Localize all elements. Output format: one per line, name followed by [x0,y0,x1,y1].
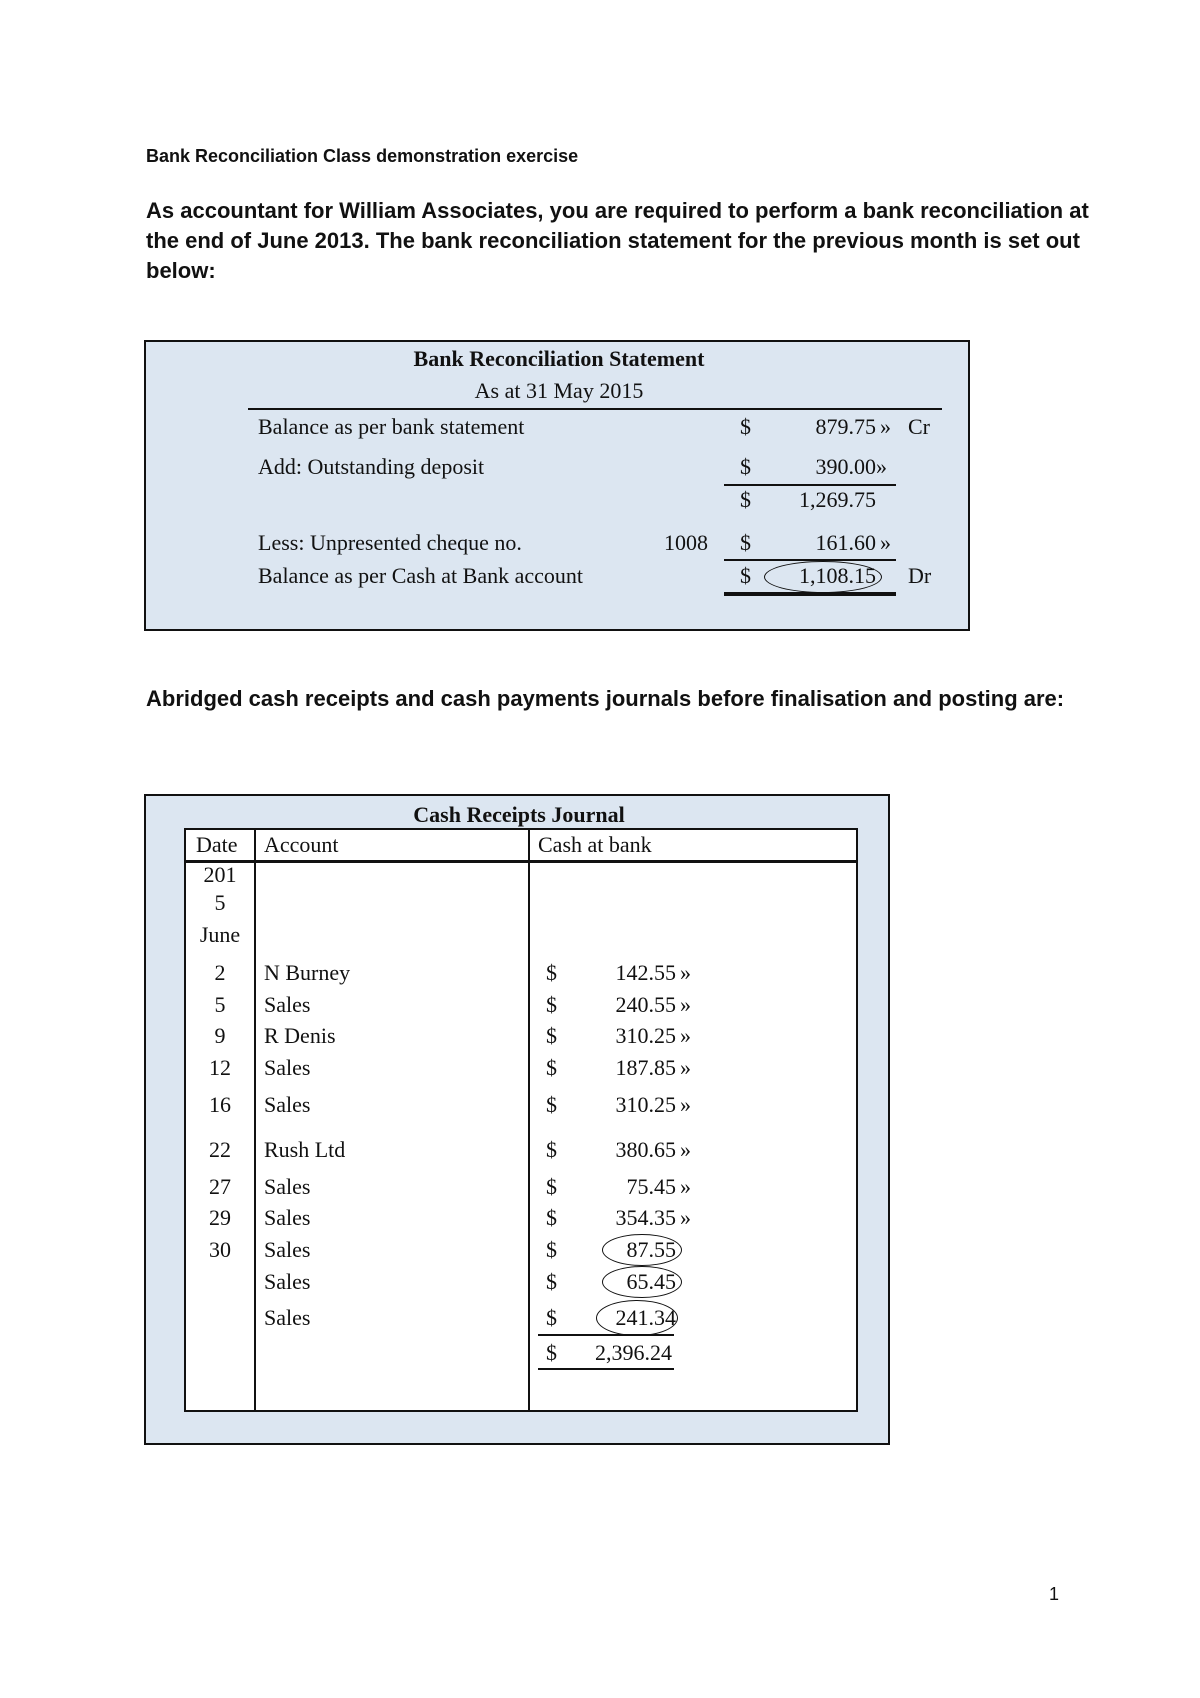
currency-symbol: $ [546,1205,557,1230]
row-date: 12 [209,1055,231,1080]
currency-symbol: $ [546,1092,557,1117]
currency-symbol: $ [740,530,751,555]
tick-mark: » [880,530,891,555]
row-account: Sales [264,1269,311,1294]
row-account: Rush Ltd [264,1137,346,1162]
reconciliation-title: Bank Reconciliation Statement [413,346,705,371]
currency-symbol: $ [546,1269,557,1294]
cheque-number: 1008 [664,530,708,555]
row-date: 2 [214,960,226,985]
row-date: 16 [209,1092,231,1117]
reconciliation-amount: 390.00 [815,454,876,479]
row-amount: 240.55 [615,992,676,1017]
row-amount: 310.25 [615,1023,676,1048]
row-amount: 87.55 [626,1237,676,1262]
row-date: 30 [209,1237,231,1262]
title-underline [248,408,942,410]
column-divider [528,830,530,1410]
row-amount: 310.25 [615,1092,676,1117]
double-underline [724,592,896,596]
tick-mark: » [876,454,887,479]
reconciliation-row-label: Balance as per Cash at Bank account [258,563,583,588]
row-account: N Burney [264,960,351,985]
intro-line: below: [146,258,216,283]
currency-symbol: $ [546,1137,557,1162]
tick-mark: » [680,1055,691,1080]
row-amount: 380.65 [615,1137,676,1162]
currency-symbol: $ [546,960,557,985]
row-date: 27 [209,1174,231,1199]
row-account: Sales [264,1174,311,1199]
tick-mark: » [680,960,691,985]
row-date: 9 [214,1023,226,1048]
year-line: 201 [203,862,237,887]
reconciliation-row-label: Less: Unpresented cheque no. [258,530,522,555]
circle-annotation [764,561,882,593]
reconciliation-subtotal: 1,269.75 [799,487,876,512]
journal-total: 2,396.24 [595,1340,672,1365]
intro-line: the end of June 2013. The bank reconciliation statement for the previous month is set out [146,228,1080,253]
row-date: 22 [209,1137,231,1162]
currency-symbol: $ [546,1340,557,1365]
journal-title: Cash Receipts Journal [413,802,625,827]
header-account: Account [264,832,339,857]
row-amount: 65.45 [626,1269,676,1294]
currency-symbol: $ [546,1055,557,1080]
reconciliation-amount: 879.75 [815,414,876,439]
journal-table [184,828,858,1412]
currency-symbol: $ [546,1174,557,1199]
year-line: 5 [214,890,226,915]
journals-intro: Abridged cash receipts and cash payments journals before finalisation and posting are: [146,686,1065,711]
currency-symbol: $ [740,454,751,479]
intro-line: As accountant for William Associates, you are required to perform a bank reconciliation at [146,198,1089,223]
row-account: Sales [264,1205,311,1230]
reconciliation-final-balance: 1,108.15 [799,563,876,588]
row-account: Sales [264,1092,311,1117]
currency-symbol: $ [546,1237,557,1262]
row-amount: 241.34 [615,1305,676,1330]
currency-symbol: $ [546,1023,557,1048]
row-account: R Denis [264,1023,336,1048]
currency-symbol: $ [546,992,557,1017]
document-title: Bank Reconciliation Class demonstration exercise [146,146,579,166]
total-rule [538,1334,674,1336]
header-cash-at-bank: Cash at bank [538,832,652,857]
tick-mark: » [880,414,891,439]
cash-receipts-journal-box [144,794,890,1445]
reconciliation-statement-box [144,340,970,631]
row-account: Sales [264,992,311,1017]
row-date: 29 [209,1205,231,1230]
tick-mark: » [680,1205,691,1230]
header-rule [186,860,856,863]
month: June [199,922,241,947]
row-account: Sales [264,1305,311,1330]
circle-annotation [596,1300,678,1336]
currency-symbol: $ [740,563,751,588]
tick-mark: » [680,1174,691,1199]
subtotal-rule [724,484,896,486]
balance-side-cr: Cr [908,414,930,439]
currency-symbol: $ [546,1305,557,1330]
reconciliation-amount: 161.60 [815,530,876,555]
column-divider [254,830,256,1410]
header-date: Date [196,832,238,857]
reconciliation-row-label: Add: Outstanding deposit [258,454,485,479]
reconciliation-subtitle: As at 31 May 2015 [474,378,644,403]
tick-mark: » [680,992,691,1017]
row-amount: 354.35 [615,1205,676,1230]
tick-mark: » [680,1137,691,1162]
total-underline [538,1368,674,1370]
row-account: Sales [264,1237,311,1262]
reconciliation-row-label: Balance as per bank statement [258,414,525,439]
row-amount: 142.55 [615,960,676,985]
balance-side-dr: Dr [908,563,932,588]
currency-symbol: $ [740,487,751,512]
row-account: Sales [264,1055,311,1080]
currency-symbol: $ [740,414,751,439]
circle-annotation [602,1266,682,1298]
row-amount: 187.85 [615,1055,676,1080]
row-date: 5 [214,992,226,1017]
intro-paragraph [146,196,1089,286]
tick-mark: » [680,1023,691,1048]
page-number: 1 [1049,1584,1060,1604]
circle-annotation [602,1234,682,1266]
tick-mark: » [680,1092,691,1117]
row-amount: 75.45 [626,1174,676,1199]
